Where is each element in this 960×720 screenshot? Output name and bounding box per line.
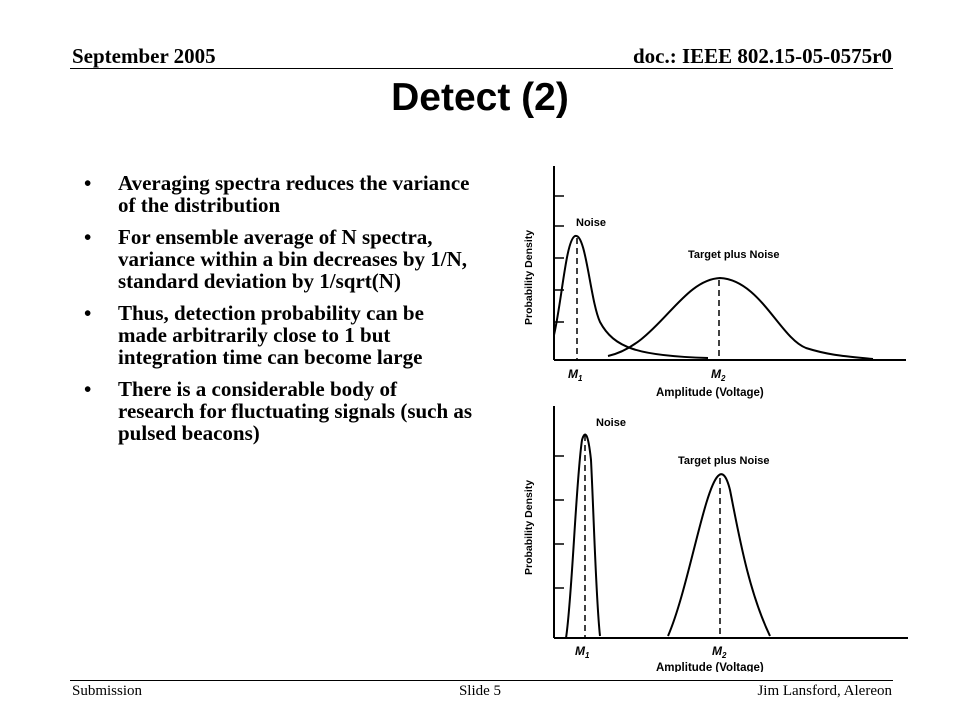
bullet-item: • There is a considerable body of research for fluctuating signals (such as pulsed beacons): [84, 378, 474, 444]
footer-slide-number: Slide 5: [458, 683, 502, 699]
top-noise-label: Noise: [576, 217, 606, 229]
bottom-noise-curve: [566, 435, 600, 638]
top-target-curve: [608, 278, 873, 359]
bottom-xlabel: Amplitude (Voltage): [656, 662, 764, 672]
header-divider: [70, 68, 893, 69]
top-xlabel: Amplitude (Voltage): [656, 387, 764, 399]
footer-divider: [70, 680, 893, 681]
slide-title: Detect (2): [391, 76, 569, 119]
bottom-target-curve: [668, 474, 770, 636]
top-m1-label: $M_1$: [568, 367, 583, 383]
bullet-item: • Thus, detection probability can be made arbitrarily close to 1 but integration time can become large: [84, 302, 474, 368]
bottom-target-label: Target plus Noise: [678, 455, 770, 467]
probability-density-figure: [508, 160, 938, 672]
bottom-noise-label: Noise: [596, 417, 626, 429]
header-date: September 2005: [72, 44, 216, 68]
footer-submission: Submission: [72, 683, 143, 699]
bullet-list: [84, 172, 474, 454]
bottom-m2-label: $M_2$: [712, 644, 727, 660]
top-m2-label: $M_2$: [711, 367, 726, 383]
bottom-y-ticks: [554, 456, 564, 588]
top-ylabel: Probability Density: [523, 229, 535, 325]
bottom-m1-label: $M_1$: [575, 644, 590, 660]
top-plot: [523, 166, 906, 399]
bottom-ylabel: Probability Density: [523, 479, 535, 575]
header-doc-id: doc.: IEEE 802.15-05-0575r0: [633, 44, 892, 68]
bullet-item: • Averaging spectra reduces the variance of the distribution: [84, 172, 474, 216]
footer-author: Jim Lansford, Alereon: [757, 683, 892, 699]
bullet-item: • For ensemble average of N spectra, variance within a bin decreases by 1/N, standard deviation by 1/sqrt(N): [84, 226, 474, 292]
bottom-plot: [523, 406, 908, 672]
top-target-label: Target plus Noise: [688, 249, 780, 261]
